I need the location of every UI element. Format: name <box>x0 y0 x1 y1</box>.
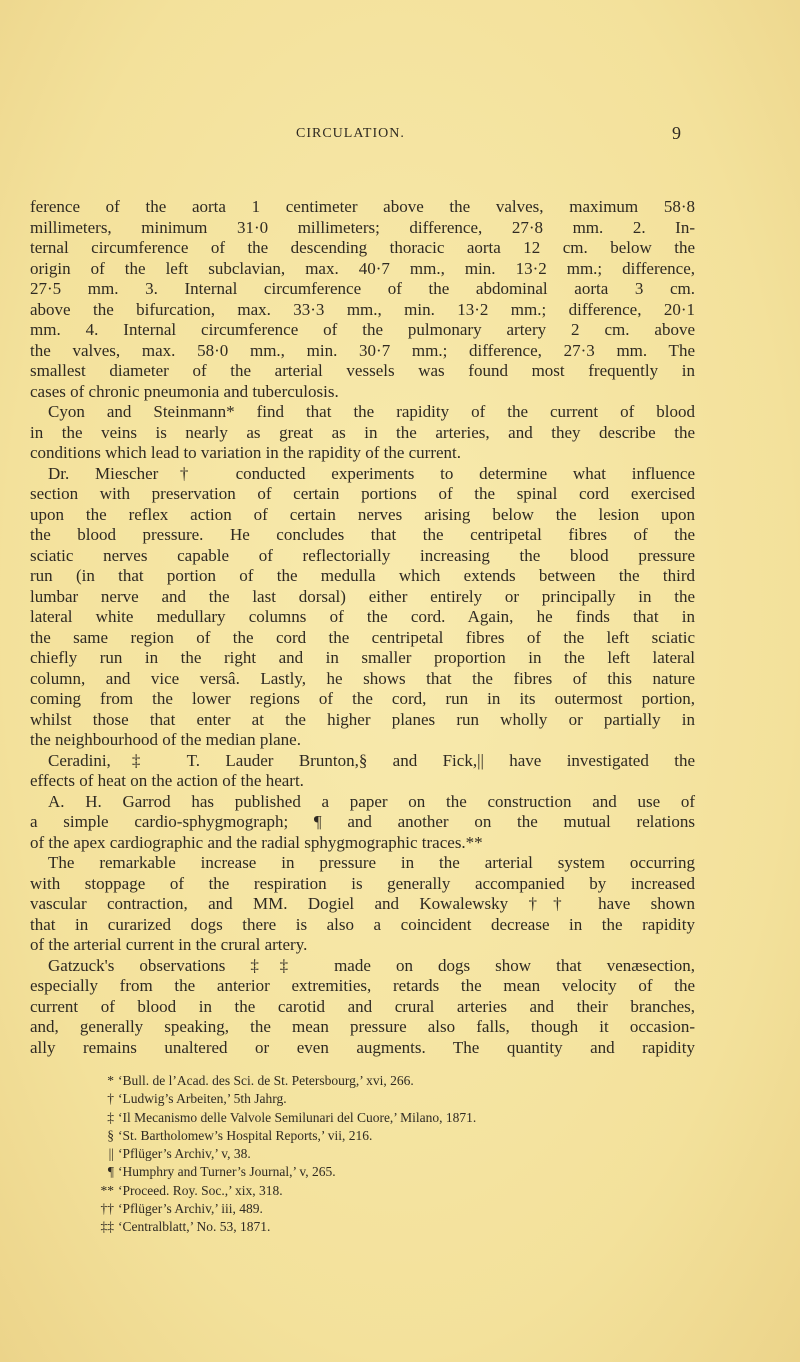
text-line: in the veins is nearly as great as in the arteries, and they describe the <box>30 422 695 442</box>
text-line: section with preservation of certain portions of the spinal cord exercised <box>30 484 695 503</box>
paragraph <box>30 197 695 402</box>
paragraph <box>30 956 695 1059</box>
footnote <box>92 1145 692 1163</box>
footnote-text: ‘Pflüger’s Archiv,’ v, 38. <box>118 1146 251 1162</box>
footnote-mark: †† <box>100 1201 114 1217</box>
footnote <box>92 1109 692 1127</box>
paragraph <box>30 464 695 751</box>
text-line: coming from the lower regions of the cord, run in its outermost portion, <box>30 689 695 708</box>
paragraph <box>30 792 695 854</box>
text-line: run (in that portion of the medulla which extends between the third <box>30 566 695 585</box>
text-line: column, and vice versâ. Lastly, he shows that the fibres of this nature <box>30 668 695 688</box>
body-text <box>30 197 695 1058</box>
text-line: The remarkable increase in pressure in the arterial system occurring <box>48 853 695 872</box>
footnote-mark: ‡ <box>107 1109 114 1125</box>
text-line: above the bifurcation, max. 33·3 mm., min. 13·2 mm.; difference, 20·1 <box>30 299 695 319</box>
text-line: chiefly run in the right and in smaller proportion in the left lateral <box>30 648 695 667</box>
text-line: the neighbourhood of the median plane. <box>30 730 301 749</box>
text-line: millimeters, minimum 31·0 millimeters; difference, 27·8 mm. 2. In- <box>30 217 695 237</box>
footnote <box>92 1200 692 1218</box>
text-line: of the apex cardiographic and the radial sphygmographic traces.** <box>30 832 483 852</box>
text-line: upon the reflex action of certain nerves arising below the lesion upon <box>30 504 695 524</box>
text-line: Ceradini,‡ T. Lauder Brunton,§ and Fick,|| have investigated the <box>48 750 695 770</box>
footnote-text: ‘Centralblatt,’ No. 53, 1871. <box>118 1219 271 1235</box>
footnote-text: ‘Humphry and Turner’s Journal,’ v, 265. <box>118 1164 336 1180</box>
text-line: that in curarized dogs there is also a coincident decrease in the rapidity <box>30 914 695 934</box>
text-line: the same region of the cord the centripetal fibres of the left sciatic <box>30 627 695 647</box>
text-line: conditions which lead to variation in the rapidity of the current. <box>30 443 462 462</box>
footnote-mark: ‡‡ <box>100 1219 114 1235</box>
page-number: 9 <box>672 123 681 143</box>
text-line: ally remains unaltered or even augments. The quantity and rapidity <box>30 1037 695 1057</box>
paragraph <box>30 853 695 956</box>
footnote-mark: ** <box>100 1182 114 1198</box>
text-line: with stoppage of the respiration is generally accompanied by increased <box>30 873 695 893</box>
footnotes <box>92 1072 692 1237</box>
text-line: current of blood in the carotid and crural arteries and their branches, <box>30 996 695 1016</box>
footnote-text: ‘Ludwig’s Arbeiten,’ 5th Jahrg. <box>118 1091 287 1107</box>
footnote <box>92 1218 692 1236</box>
footnote-text: ‘Bull. de l’Acad. des Sci. de St. Petersbourg,’ xvi, 266. <box>118 1073 414 1088</box>
footnote <box>92 1163 692 1181</box>
text-line: Dr. Miescher† conducted experiments to determine what influence <box>48 463 695 483</box>
text-line: of the arterial current in the crural artery. <box>30 935 308 954</box>
footnote-text: ‘Il Mecanismo delle Valvole Semilunari del Cuore,’ Milano, 1871. <box>118 1109 477 1125</box>
text-line: origin of the left subclavian, max. 40·7 mm., min. 13·2 mm.; difference, <box>30 258 695 278</box>
paragraph <box>30 402 695 464</box>
footnote-mark: ¶ <box>107 1164 114 1180</box>
footnote-mark: § <box>107 1127 114 1143</box>
text-line: A. H. Garrod has published a paper on the construction and use of <box>48 791 695 811</box>
page-header <box>0 123 800 150</box>
text-line: the valves, max. 58·0 mm., min. 30·7 mm.; difference, 27·3 mm. The <box>30 340 695 360</box>
footnote <box>92 1090 692 1108</box>
text-line: vascular contraction, and MM. Dogiel and Kowalewsky †† have shown <box>30 894 695 913</box>
footnote-text: ‘St. Bartholomew’s Hospital Reports,’ vii, 216. <box>118 1127 373 1143</box>
text-line: especially from the anterior extremities, retards the mean velocity of the <box>30 976 695 995</box>
text-line: smallest diameter of the arterial vessels was found most frequently in <box>30 361 695 380</box>
footnote-text: ‘Pflüger’s Archiv,’ iii, 489. <box>118 1201 263 1217</box>
footnote <box>92 1072 692 1090</box>
footnote <box>92 1127 692 1145</box>
text-line: sciatic nerves capable of reflectorially increasing the blood pressure <box>30 545 695 565</box>
text-line: effects of heat on the action of the heart. <box>30 771 304 790</box>
text-line: lateral white medullary columns of the cord. Again, he finds that in <box>30 607 695 626</box>
footnote-mark: * <box>107 1073 114 1088</box>
text-line: the blood pressure. He concludes that the centripetal fibres of the <box>30 525 695 544</box>
footnote-text: ‘Proceed. Roy. Soc.,’ xix, 318. <box>118 1182 283 1198</box>
text-line: cases of chronic pneumonia and tuberculosis. <box>30 381 339 401</box>
text-line: ternal circumference of the descending thoracic aorta 12 cm. below the <box>30 238 695 257</box>
text-line: Gatzuck's observations ‡‡ made on dogs show that venæsection, <box>48 955 695 975</box>
footnote <box>92 1182 692 1200</box>
footnote-mark: || <box>108 1146 114 1162</box>
text-line: Cyon and Steinmann* find that the rapidity of the current of blood <box>48 402 695 421</box>
text-line: mm. 4. Internal circumference of the pulmonary artery 2 cm. above <box>30 320 695 339</box>
text-line: 27·5 mm. 3. Internal circumference of the abdominal aorta 3 cm. <box>30 279 695 298</box>
text-line: whilst those that enter at the higher planes run wholly or partially in <box>30 709 695 729</box>
text-line: ference of the aorta 1 centimeter above the valves, maximum 58·8 <box>30 197 695 216</box>
running-title: CIRCULATION. <box>296 126 405 141</box>
footnote-mark: † <box>107 1091 114 1107</box>
paragraph <box>30 751 695 792</box>
text-line: a simple cardio-sphygmograph; ¶ and another on the mutual relations <box>30 812 695 831</box>
text-line: lumbar nerve and the last dorsal) either entirely or principally in the <box>30 586 695 606</box>
text-line: and, generally speaking, the mean pressure also falls, though it occasion- <box>30 1017 695 1036</box>
